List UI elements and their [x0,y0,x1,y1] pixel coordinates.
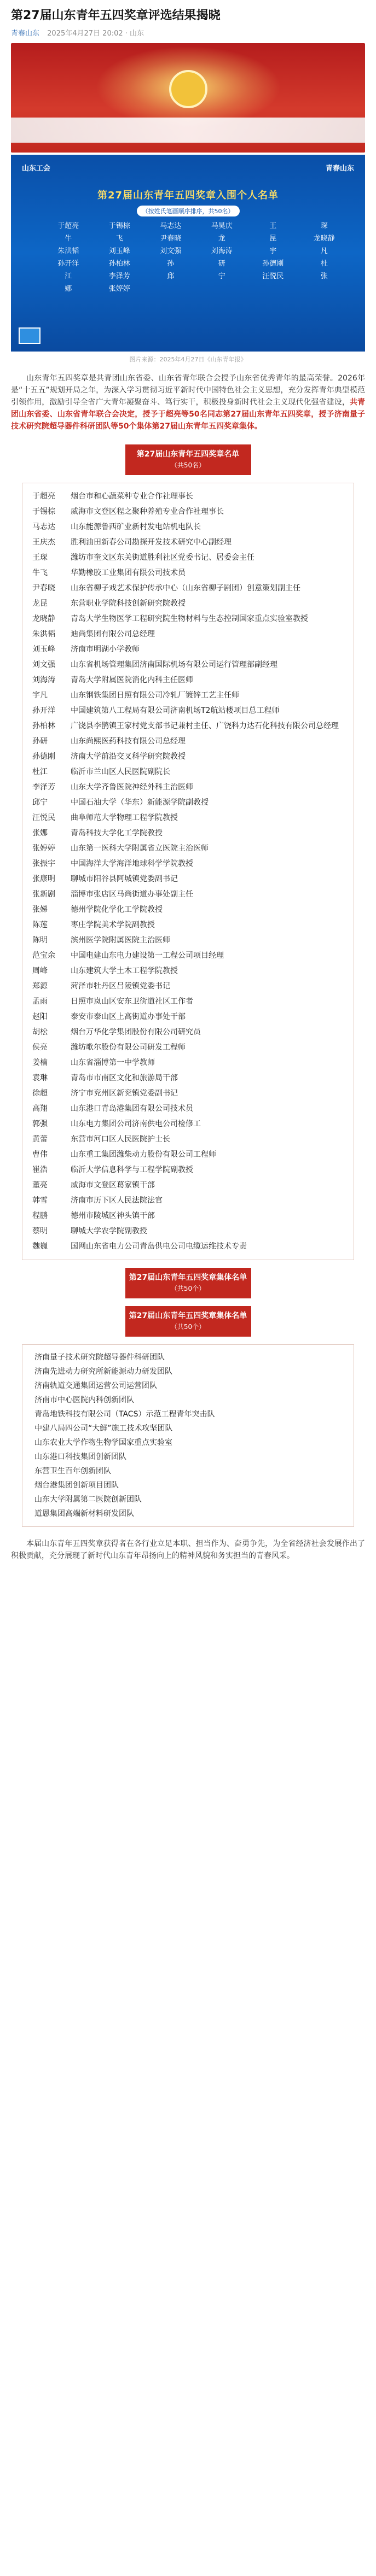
person-description: 威海市文登区葛家镇干部 [71,1181,155,1190]
person-name: 宇凡 [32,691,48,700]
list-item [32,1116,344,1132]
banner-name: 宇 [269,247,277,255]
person-name: 马志达 [32,523,55,531]
list-item [32,841,344,856]
person-name: 张娣 [32,905,48,914]
person-description: 临沂大学信息科学与工程学院副教授 [71,1166,193,1174]
list-item [32,581,344,596]
section-header-individuals [125,444,251,475]
person-description: 山东尚熙医药科技有限公司总经理 [71,737,186,746]
list-item [32,994,344,1009]
person-name: 崔浩 [32,1166,48,1174]
banner-name: 尹春晓 [160,235,182,243]
person-name: 胡松 [32,1028,48,1037]
person-name: 刘文强 [32,660,55,669]
banner-name: 龙晓静 [313,235,335,243]
person-description: 淄博市张店区马尚街道办事处副主任 [71,890,193,899]
list-item [32,703,344,718]
person-name: 王琛 [32,553,48,562]
list-item [32,749,344,764]
person-description: 胜利油田新春公司勘探开发技术研究中心副经理 [71,538,232,547]
collective-list [22,1344,354,1527]
person-name: 李泽芳 [32,783,55,792]
list-item [32,489,344,504]
list-item [32,688,344,703]
person-name: 邱宁 [32,798,48,807]
person-name: 汪悦民 [32,813,55,822]
list-item: 山东大学附属第二医院创新团队 [34,1495,142,1504]
banner-title: 第27届山东青年五四奖章入围个人名单 [97,190,279,201]
banner-corner-icon [19,327,41,344]
youth-badge-icon [169,70,207,108]
person-description: 烟台万华化学集团股份有限公司研究员 [71,1028,201,1037]
banner-name-grid [44,221,349,294]
list-item [32,1223,344,1239]
list-item [32,933,344,948]
outro-paragraph: 本届山东青年五四奖章获得者在各行业立足本职、担当作为、奋勇争先，为全省经济社会发展作出了积极贡献，充分展现了新时代山东青年昂扬向上的精神风貌和务实担当的青春风采。 [11,1539,365,1560]
list-item [32,611,344,627]
person-name: 徐超 [32,1089,48,1098]
person-description: 迪尚集团有限公司总经理 [71,630,155,639]
person-name: 牛飞 [32,569,48,577]
person-description: 威海市文登区程之聚种养殖专业合作社理事长 [71,507,224,516]
person-name: 孙研 [32,737,48,746]
list-item [32,902,344,917]
list-item [32,795,344,810]
person-description: 山东大学齐鲁医院神经外科主治医师 [71,783,193,792]
banner-name: 汪悦民 [262,272,284,280]
person-description: 泰安市泰山区上高街道办事处干部 [71,1012,186,1021]
section-header-collectives-2 [125,1306,251,1337]
section-count: （共50名） [170,461,206,469]
person-name: 刘海涛 [32,676,55,684]
person-description: 山东电力集团公司济南供电公司检修工 [71,1120,201,1128]
person-description: 青岛市市南区文化和旅游局干部 [71,1074,178,1082]
person-description: 德州学院化学化工学院教授 [71,905,163,914]
list-item: 青岛地铁科技有限公司（TACS）示范工程青年突击队 [34,1410,215,1419]
list-item [32,1101,344,1116]
section-header-collectives [125,1268,251,1298]
banner-name: 昆 [269,235,277,243]
person-description: 聊城市阳谷县阿城镇党委副书记 [71,875,178,883]
person-name: 陈莲 [32,921,48,929]
person-name: 姜楠 [32,1058,48,1067]
list-item: 烟台港集团创新项目团队 [34,1481,119,1490]
person-description: 中国建筑第八工程局有限公司济南机场T2航站楼项目总工程师 [71,706,280,715]
list-item [32,887,344,902]
person-name: 张新剧 [32,890,55,899]
person-name: 郑源 [32,982,48,991]
list-item [32,519,344,535]
person-description: 潍坊歌尔股份有限公司研发工程师 [71,1043,186,1052]
person-description: 临沂市兰山区人民医院副院长 [71,768,170,776]
person-name: 孙柏林 [32,722,55,730]
list-item [32,810,344,826]
section-count: （共50个） [170,1285,206,1292]
person-name: 魏巍 [32,1242,48,1251]
banner-name: 刘玉峰 [108,247,130,255]
article-source[interactable]: 青春山东 [11,30,40,38]
person-description: 济宁市兖州区新兖镇党委副书记 [71,1089,178,1098]
banner-name: 牛 [65,235,72,243]
list-item [32,1024,344,1040]
list-item [32,1239,344,1254]
person-description: 东营市河口区人民医院护士长 [71,1135,170,1144]
section-title: 第27届山东青年五四奖章集体名单 [129,1273,247,1282]
intro-paragraph [11,372,365,432]
list-item [32,1162,344,1178]
person-name: 黄蕾 [32,1135,48,1144]
list-item [32,780,344,795]
person-description: 潍坊市奎文区东关街道胜利社区党委书记、居委会主任 [71,553,254,562]
person-description: 青岛科技大学化工学院教授 [71,829,163,838]
person-name: 王庆杰 [32,538,55,547]
list-item [32,1040,344,1055]
person-description: 山东重工集团潍柴动力股份有限公司工程师 [71,1150,216,1159]
list-item [32,1086,344,1101]
person-description: 山东省柳子戏艺术保护传承中心（山东省柳子剧团）创意策划副主任 [71,584,300,593]
banner-name: 研 [218,260,225,268]
list-item: 东营卫生百年创新团队 [34,1467,111,1476]
person-description: 济南市明湖小学教师 [71,645,140,654]
banner-image-namelist [11,155,365,352]
person-name: 刘玉峰 [32,645,55,654]
list-item: 济南轨道交通集团运营公司运营团队 [34,1381,157,1390]
list-item [32,1147,344,1162]
banner-name: 朱洪韬 [57,247,79,255]
banner-name: 王 [269,222,277,230]
person-name: 郭强 [32,1120,48,1128]
person-description: 山东省淄博第一中学教师 [71,1058,155,1067]
person-description: 滨州医学院附属医院主治医师 [71,936,170,945]
banner-strip [11,118,365,143]
person-name: 尹春晓 [32,584,55,593]
banner-name: 李泽芳 [108,272,130,280]
person-name: 于超亮 [32,492,55,501]
list-item: 济南市中心医院内科创新团队 [34,1396,134,1404]
section-count: （共50个） [170,1323,206,1331]
person-name: 孟雨 [32,997,48,1006]
banner-name: 孙德刚 [262,260,284,268]
person-description: 华勤橡胶工业集团有限公司技术员 [71,569,186,577]
person-name: 韩雪 [32,1196,48,1205]
person-name: 赵阳 [32,1012,48,1021]
person-name: 孙开洋 [32,706,55,715]
section-title: 第27届山东青年五四奖章集体名单 [129,1312,247,1320]
person-name: 杜江 [32,768,48,776]
list-item: 道恩集团高端新材料研发团队 [34,1509,134,1518]
list-item [32,718,344,734]
person-name: 周峰 [32,967,48,975]
list-item [32,734,344,749]
image-caption: 图片来源：2025年4月27日《山东青年报》 [129,356,247,363]
list-item [32,1009,344,1024]
banner-name: 刘海涛 [211,247,233,255]
banner-subtitle: （按姓氏笔画顺序排序，共50名） [11,205,365,216]
person-description: 山东建筑大学土木工程学院教授 [71,967,178,975]
person-description: 中国海洋大学海洋地球科学学院教授 [71,859,193,868]
person-name: 袁琳 [32,1074,48,1082]
list-item: 山东港口科技集团创新团队 [34,1453,126,1461]
person-description: 济南市历下区人民法院法官 [71,1196,163,1205]
person-name: 龙晓静 [32,614,55,623]
person-name: 陈明 [32,936,48,945]
list-item: 济南量子技术研究院超导器件科研团队 [34,1353,165,1362]
banner-name: 于锡棕 [108,222,130,230]
banner-name: 龙 [218,235,225,243]
intro-text: 山东青年五四奖章是共青团山东省委、山东省青年联合会授予山东省优秀青年的最高荣誉。2026年是“十五五”规划开局之年，为深入学习贯彻习近平新时代中国特色社会主义思想，充分发挥青年典型模范引领作用，激励引导全省广大青年凝聚奋斗、笃行实干，积极投身新时代社会主义现代化强省建设， [11,374,365,407]
list-item [32,565,344,581]
list-item [32,1178,344,1193]
person-description: 山东钢铁集团日照有限公司冷轧厂镀锌工艺主任师 [71,691,239,700]
person-description: 国网山东省电力公司青岛供电公司电缆运维技术专责 [71,1242,247,1251]
banner-name: 孙 [167,260,175,268]
person-name: 张婷婷 [32,844,55,853]
person-name: 于锡棕 [32,507,55,516]
banner-name: 于超亮 [57,222,79,230]
banner-name: 张 [320,272,328,280]
banner-name: 刘文强 [160,247,182,255]
list-item [32,672,344,688]
section-title: 第27届山东青年五四奖章名单 [136,450,240,459]
person-description: 山东省机场管理集团济南国际机场有限公司运行管理部副经理 [71,660,277,669]
person-name: 程鹏 [32,1211,48,1220]
person-name: 龙昆 [32,599,48,608]
person-description: 济南大学前沿交叉科学研究院教授 [71,752,186,761]
banner-name: 邱 [167,272,175,280]
person-description: 菏泽市牡丹区吕陵镇党委书记 [71,982,170,991]
person-description: 山东能源鲁西矿业新村发电站机电队长 [71,523,201,531]
banner-name: 孙开洋 [57,260,79,268]
list-item [32,1055,344,1070]
person-description: 德州市陵城区神头镇干部 [71,1211,155,1220]
list-item [32,948,344,963]
list-item [32,871,344,887]
person-name: 张娜 [32,829,48,838]
list-item: 中建八局四公司“大鲜”施工技术攻坚团队 [34,1424,173,1433]
person-name: 朱洪韬 [32,630,55,639]
logo-left: 山东工会 [22,165,51,173]
list-item [32,1070,344,1086]
list-item [32,535,344,550]
person-name: 张康明 [32,875,55,883]
person-description: 日照市岚山区安东卫街道社区工作者 [71,997,193,1006]
list-item [32,826,344,841]
list-item [32,856,344,871]
list-item [32,979,344,994]
person-description: 中国石油大学（华东）新能源学院副教授 [71,798,209,807]
individual-list [22,483,354,1260]
person-description: 中国电建山东电力建设第一工程公司项目经理 [71,951,224,960]
banner-name: 娜 [65,285,72,293]
list-item [32,764,344,780]
banner-logos [22,162,354,179]
article-meta [0,24,376,38]
banner-name: 凡 [320,247,328,255]
person-name: 董亮 [32,1181,48,1190]
person-description: 青岛大学生物医学工程研究院生物材料与生态控制国家重点实验室教授 [71,614,308,623]
person-description: 广饶县李鹊镇王家村党支部书记兼村主任、广饶科力达石化科技有限公司总经理 [71,722,339,730]
list-item [32,550,344,565]
banner-name: 马志达 [160,222,182,230]
banner-name: 宁 [218,272,225,280]
person-description: 山东第一医科大学附属省立医院主治医师 [71,844,209,853]
article-date: 2025年4月27日 20:02 · 山东 [47,30,144,38]
person-description: 烟台市和心蔬菜种专业合作社理事长 [71,492,193,501]
person-description: 曲阜师范大学物理工程学院教授 [71,813,178,822]
banner-name: 江 [65,272,72,280]
list-item [32,1208,344,1223]
person-description: 青岛大学附属医院消化内科主任医师 [71,676,193,684]
list-item [32,1132,344,1147]
person-description: 东营职业学院科技创新研究院教授 [71,599,186,608]
person-name: 曹伟 [32,1150,48,1159]
person-name: 范宝余 [32,951,55,960]
list-item [32,504,344,519]
banner-name: 张婷婷 [108,285,130,293]
list-item [32,627,344,642]
person-description: 山东港口青岛港集团有限公司技术员 [71,1104,193,1113]
list-item [32,657,344,672]
article-title: 第27届山东青年五四奖章评选结果揭晓 [11,9,221,22]
list-item: 山东农业大学作物生物学国家重点实验室 [34,1438,172,1447]
list-item [32,917,344,933]
list-item [32,596,344,611]
list-item: 济南先进动力研究所新能源动力研发团队 [34,1367,172,1376]
person-name: 蔡明 [32,1227,48,1236]
person-description: 枣庄学院美术学院副教授 [71,921,155,929]
banner-name: 孙柏林 [108,260,130,268]
banner-image-award [11,43,365,153]
person-name: 张振宇 [32,859,55,868]
intro-highlight: 共青团山东省委、山东省青年联合会决定，授予于超亮等50名同志第27届山东青年五四奖章，授予济南量子技术研究院超导器件科研团队等50个集体第27届山东青年五四奖章集体。 [11,398,366,431]
person-name: 高翔 [32,1104,48,1113]
person-name: 侯亮 [32,1043,48,1052]
list-item [32,642,344,657]
banner-name: 琛 [320,222,328,230]
banner-name: 杜 [320,260,328,268]
logo-right: 青春山东 [325,165,354,173]
person-name: 孙德刚 [32,752,55,761]
banner-name: 飞 [115,235,123,243]
person-description: 聊城大学农学院副教授 [71,1227,147,1236]
list-item [32,1193,344,1208]
banner-name: 马昊庆 [211,222,233,230]
list-item [32,963,344,979]
